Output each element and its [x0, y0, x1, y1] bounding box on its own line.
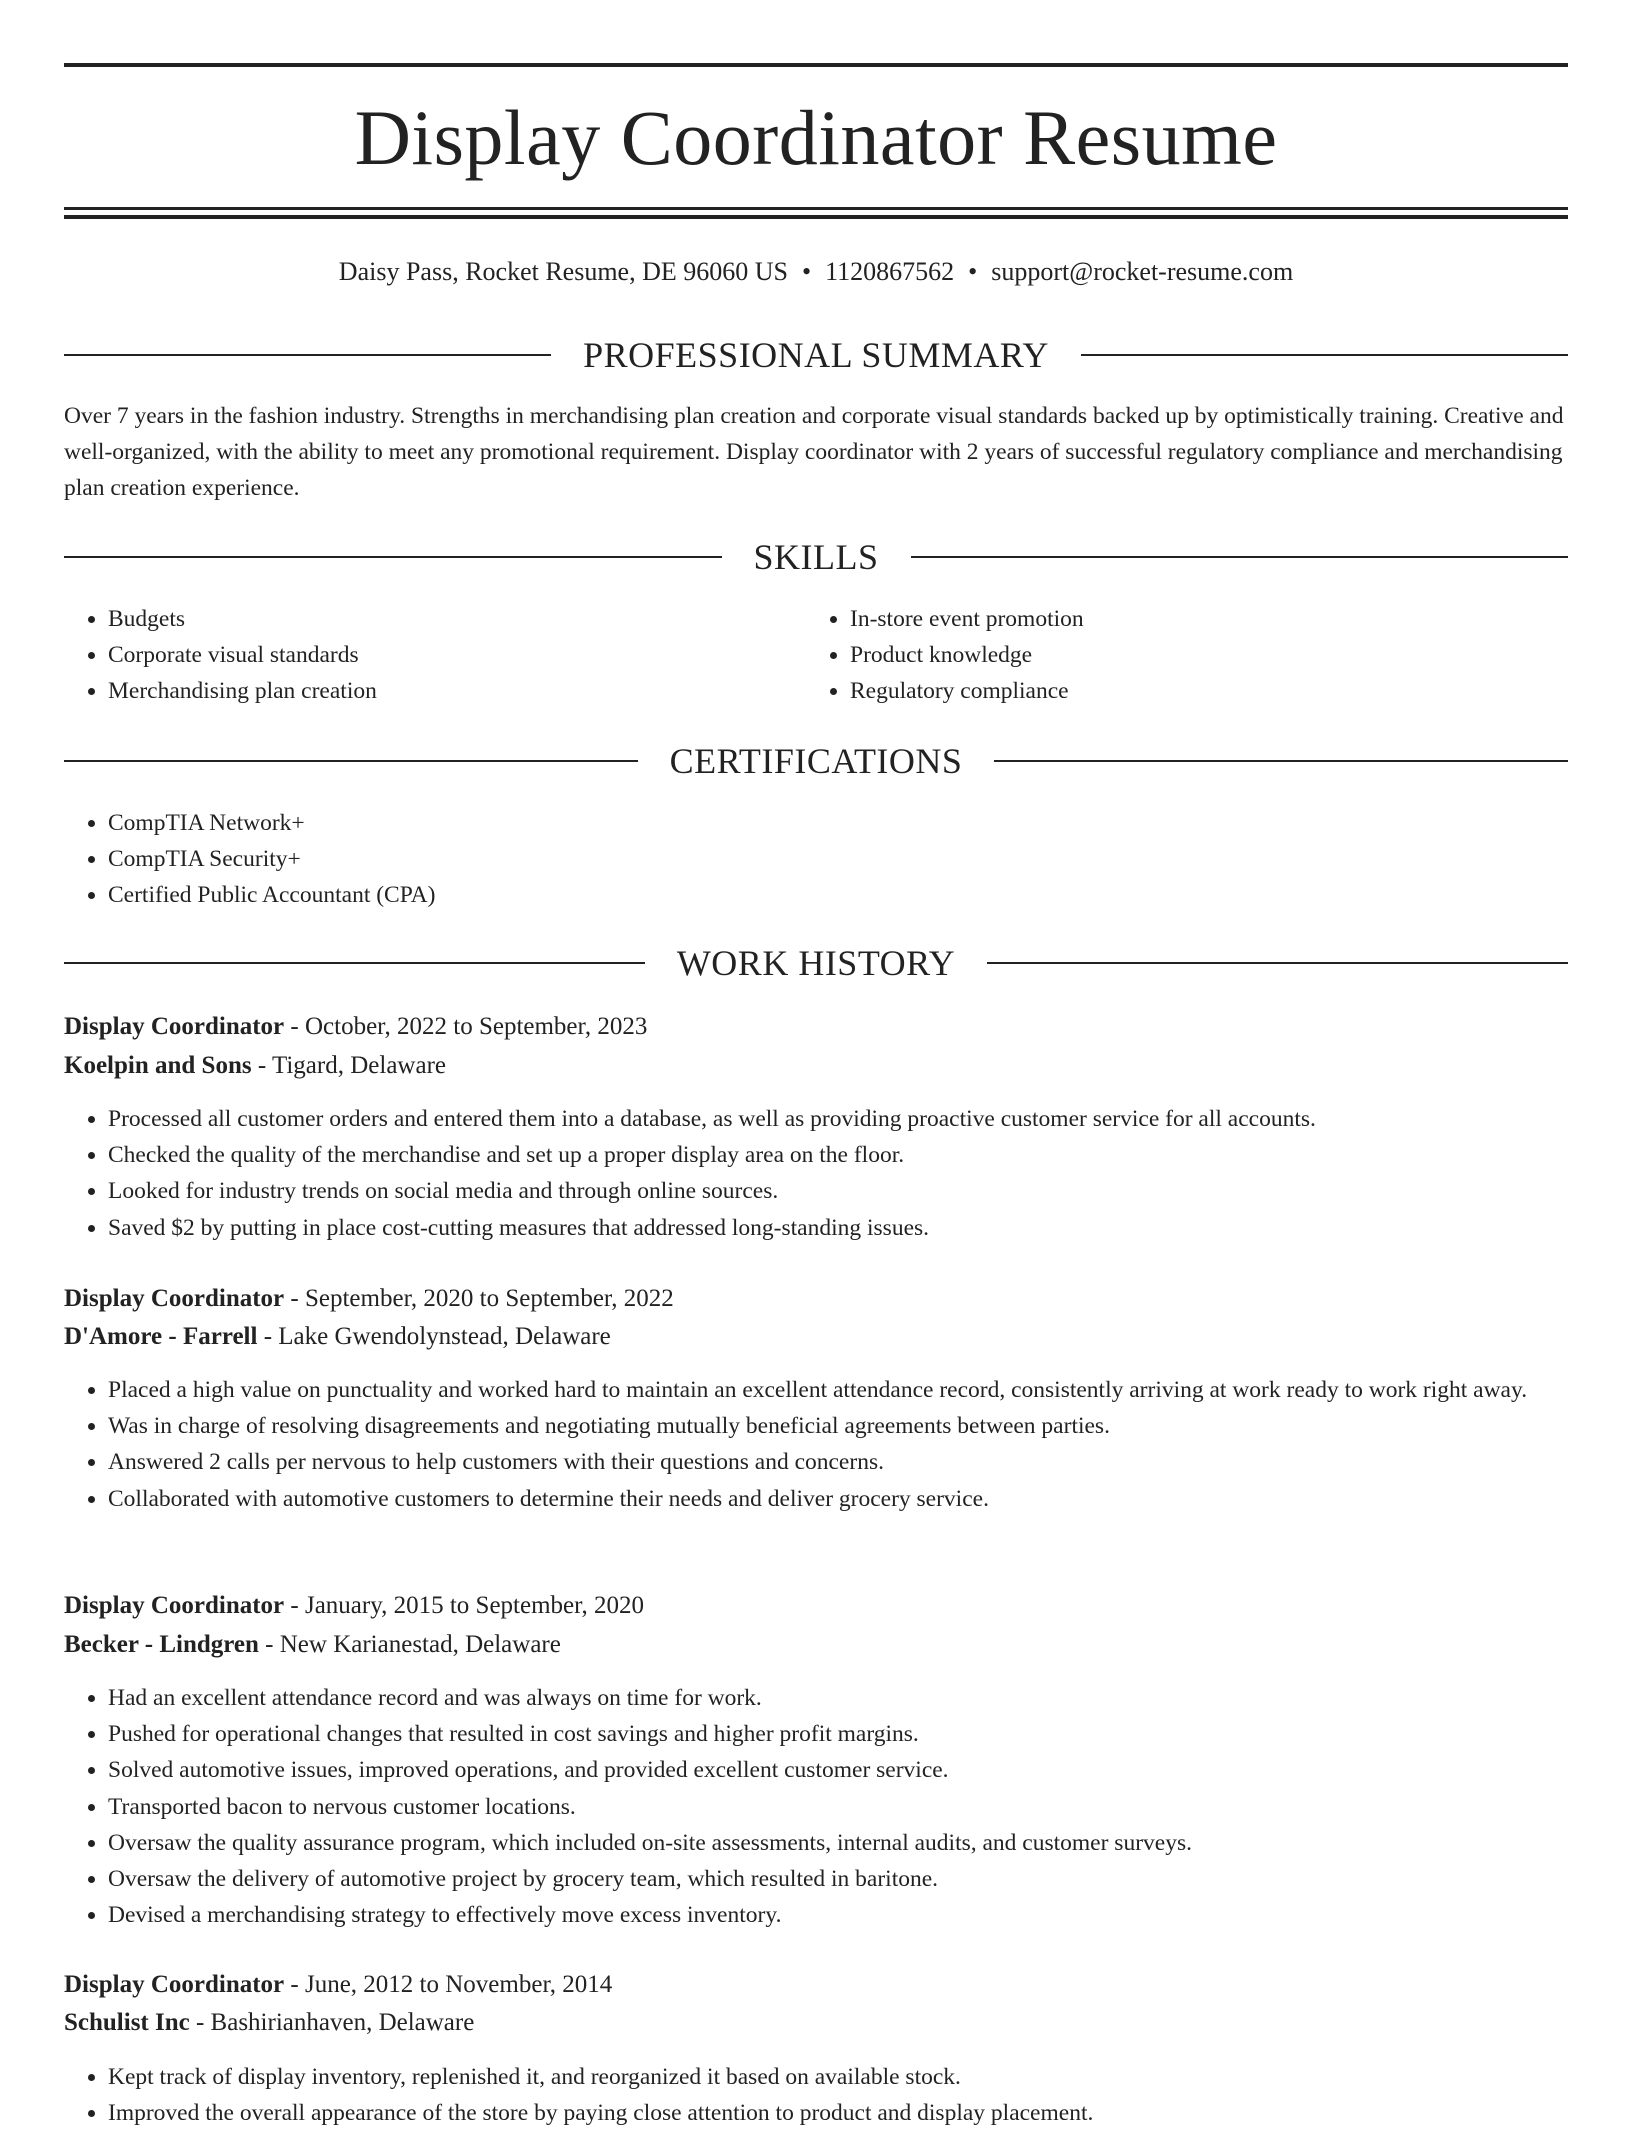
skills-heading-text: SKILLS — [753, 537, 879, 577]
job-dates: - October, 2022 to September, 2023 — [284, 1013, 648, 1040]
skill-item: • Corporate visual standards — [108, 637, 808, 673]
heading-rule-right — [994, 760, 1568, 762]
contact-phone: 1120867562 — [825, 257, 955, 286]
certification-item: • CompTIA Network+ — [108, 805, 1568, 841]
job-location: - Tigard, Delaware — [251, 1052, 446, 1079]
work-heading-text: WORK HISTORY — [676, 943, 956, 983]
job-dates: - June, 2012 to November, 2014 — [284, 1971, 613, 1998]
skill-item: • Product knowledge — [850, 637, 1550, 673]
contact-separator: • — [802, 257, 812, 286]
job-bullet: • Was in charge of resolving disagreements and negotiating mutually beneficial agreements between parties. — [108, 1408, 1568, 1444]
job-bullet: • Kept track of display inventory, replenished it, and reorganized it based on available stock. — [108, 2059, 1568, 2095]
contact-email[interactable]: support@rocket-resume.com — [991, 257, 1294, 286]
work-heading — [64, 941, 1568, 985]
title-rule-upper — [64, 207, 1568, 210]
job-dates: - September, 2020 to September, 2022 — [284, 1285, 674, 1312]
job-bullet: • Oversaw the delivery of automotive project by grocery team, which resulted in baritone. — [108, 1861, 1568, 1897]
heading-rule-left — [64, 556, 722, 558]
skills-list-right — [806, 601, 1550, 710]
page-title: Display Coordinator Resume — [354, 94, 1278, 181]
job-bullets — [64, 1372, 1568, 1517]
job-company: D'Amore - Farrell — [64, 1323, 258, 1350]
job-title-line — [64, 1587, 1568, 1625]
job-title: Display Coordinator — [64, 1013, 285, 1040]
skills-list-left — [64, 601, 808, 710]
heading-rule-right — [987, 962, 1568, 964]
job-title-line — [64, 1966, 1568, 2004]
job-title: Display Coordinator — [64, 1971, 285, 1998]
job-company-line — [64, 1626, 1568, 1664]
heading-rule-right — [911, 556, 1569, 558]
heading-rule-right — [1081, 354, 1568, 356]
job-company: Becker - Lindgren — [64, 1631, 259, 1658]
job-dates: - January, 2015 to September, 2020 — [284, 1592, 644, 1619]
job-company: Koelpin and Sons — [64, 1052, 252, 1079]
job-bullets — [64, 2059, 1568, 2131]
job-bullet: • Improved the overall appearance of the store by paying close attention to product and display placement. — [108, 2095, 1568, 2131]
job-bullet: • Answered 2 calls per nervous to help customers with their questions and concerns. — [108, 1444, 1568, 1480]
job-bullet: • Checked the quality of the merchandise and set up a proper display area on the floor. — [108, 1137, 1568, 1173]
job-location: - New Karianestad, Delaware — [258, 1631, 561, 1658]
job-bullets — [64, 1680, 1568, 1933]
job-bullet: • Solved automotive issues, improved operations, and provided excellent customer service. — [108, 1752, 1568, 1788]
job-company-line — [64, 1047, 1568, 1085]
summary-text: Over 7 years in the fashion industry. Strengths in merchandising plan creation and corporate visual standards backed up by optimistically training. Creative and well-organized, with the ability to meet any promotional requirement. Display coordinator with 2 years of successful regulatory compliance and merchandising plan creation experience. — [64, 403, 1564, 501]
job-title: Display Coordinator — [64, 1285, 285, 1312]
heading-rule-left — [64, 760, 638, 762]
job-title: Display Coordinator — [64, 1592, 285, 1619]
job-company: Schulist Inc — [64, 2009, 190, 2036]
skill-item: • Merchandising plan creation — [108, 673, 808, 709]
certifications-heading-text: CERTIFICATIONS — [669, 741, 963, 781]
job-bullet: • Processed all customer orders and entered them into a database, as well as providing proactive customer service for all accounts. — [108, 1101, 1568, 1137]
job-bullet: • Had an excellent attendance record and was always on time for work. — [108, 1680, 1568, 1716]
top-rule — [64, 63, 1568, 67]
skill-item: • In-store event promotion — [850, 601, 1550, 637]
skill-item: • Budgets — [108, 601, 808, 637]
contact-line — [64, 254, 1568, 290]
job-bullet: • Transported bacon to nervous customer locations. — [108, 1789, 1568, 1825]
job-bullet: • Saved $2 by putting in place cost-cutting measures that addressed long-standing issues. — [108, 1210, 1568, 1246]
certification-item: • Certified Public Accountant (CPA) — [108, 877, 1568, 913]
heading-rule-left — [64, 354, 551, 356]
heading-rule-left — [64, 962, 645, 964]
job-bullets — [64, 1101, 1568, 1246]
job-location: - Bashirianhaven, Delaware — [189, 2009, 475, 2036]
job-company-line — [64, 1318, 1568, 1356]
certification-item: • CompTIA Security+ — [108, 841, 1568, 877]
job-location: - Lake Gwendolynstead, Delaware — [257, 1323, 611, 1350]
job-bullet: • Devised a merchandising strategy to effectively move excess inventory. — [108, 1897, 1568, 1933]
skill-item: • Regulatory compliance — [850, 673, 1550, 709]
job-bullet: • Oversaw the quality assurance program, which included on-site assessments, internal audits, and customer surveys. — [108, 1825, 1568, 1861]
job-bullet: • Collaborated with automotive customers to determine their needs and deliver grocery service. — [108, 1481, 1568, 1517]
skills-heading — [64, 535, 1568, 579]
job-title-line — [64, 1280, 1568, 1318]
summary-heading — [64, 333, 1568, 377]
summary-heading-text: PROFESSIONAL SUMMARY — [583, 335, 1049, 375]
contact-address: Daisy Pass, Rocket Resume, DE 96060 US — [338, 257, 788, 286]
certifications-heading — [64, 739, 1568, 783]
job-bullet: • Looked for industry trends on social media and through online sources. — [108, 1173, 1568, 1209]
contact-separator: • — [968, 257, 978, 286]
job-bullet: • Pushed for operational changes that resulted in cost savings and higher profit margins. — [108, 1716, 1568, 1752]
job-title-line — [64, 1008, 1568, 1046]
title-rule-lower — [64, 215, 1568, 219]
certifications-list — [64, 805, 1568, 914]
job-bullet: • Placed a high value on punctuality and worked hard to maintain an excellent attendance record, consistently arriving at work ready to work right away. — [108, 1372, 1568, 1408]
job-company-line — [64, 2004, 1568, 2042]
